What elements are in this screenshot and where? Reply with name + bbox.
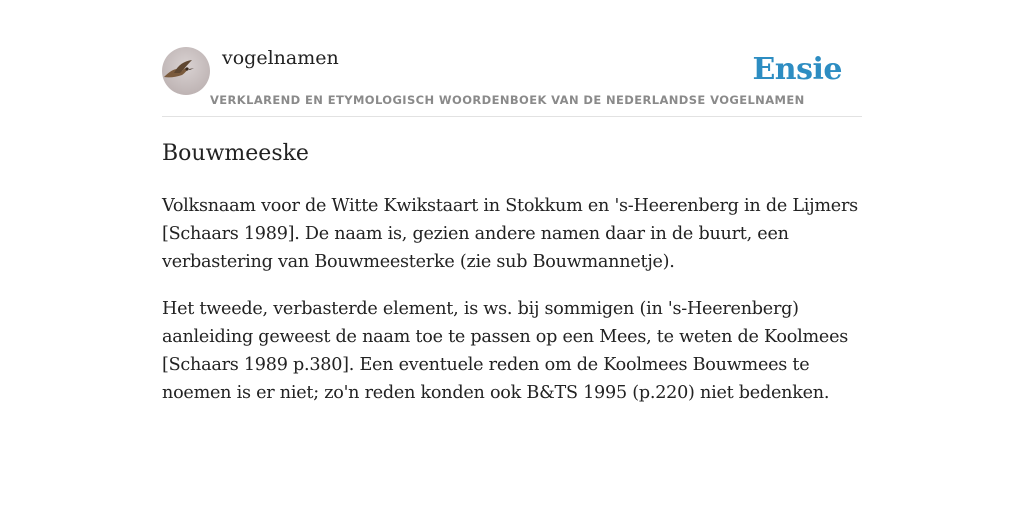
site-name[interactable]: vogelnamen: [222, 47, 339, 69]
site-subtitle: VERKLAREND EN ETYMOLOGISCH WOORDENBOEK VAN DE NEDERLANDSE VOGELNAMEN: [210, 93, 805, 107]
ensie-logo[interactable]: Ensie: [752, 52, 842, 87]
entry-paragraph: Volksnaam voor de Witte Kwikstaart in Stokkum en 's-Heerenberg in de Lijmers [Schaars 1989]. De naam is, gezien andere namen daar in de buurt, een verbastering van Bouwmeesterke (zie sub Bouwmannetje).: [162, 196, 858, 272]
bird-avatar-icon[interactable]: [162, 47, 210, 95]
page-title: Bouwmeeske: [162, 141, 309, 166]
entry-paragraph: Het tweede, verbasterde element, is ws. bij sommigen (in 's-Heerenberg) aanleiding geweest de naam toe te passen op een Mees, te weten de Koolmees [Schaars 1989 p.380]. Een eventuele reden om de Koolmees Bouwmees te noemen is er niet; zo'n reden konden ook B&TS 1995 (p.220) niet bedenken.: [162, 299, 849, 403]
header: [162, 42, 862, 117]
entry-content: [162, 138, 862, 426]
